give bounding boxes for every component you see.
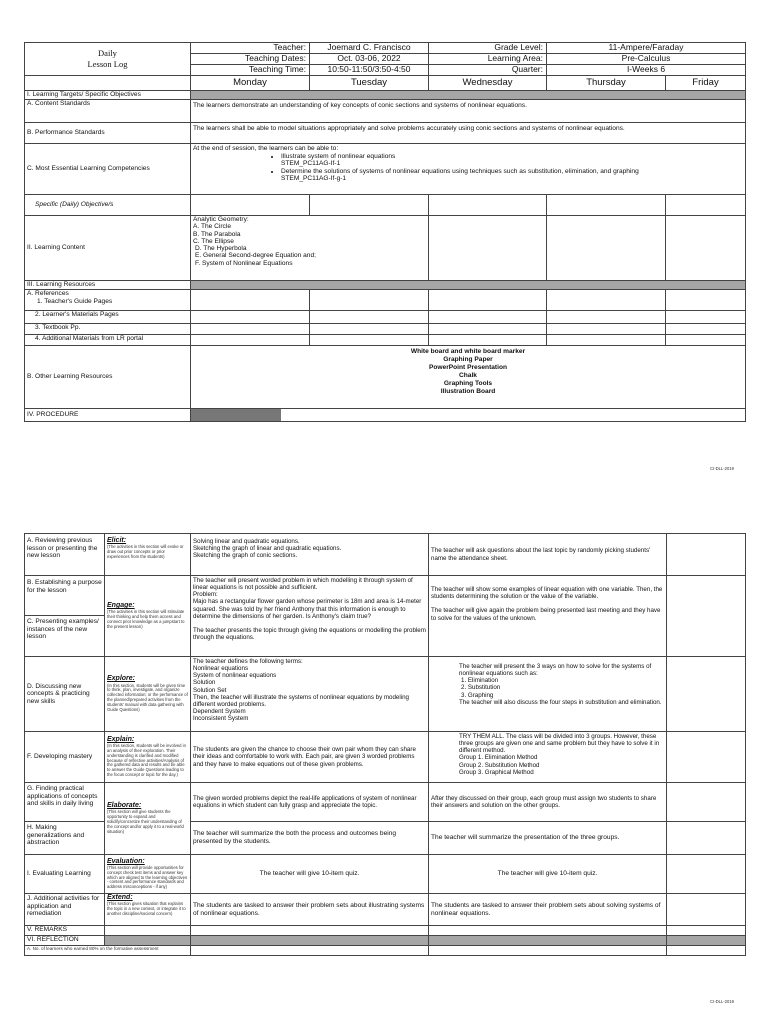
row-b-label: B. Establishing a purpose for the lesson xyxy=(25,576,105,616)
remarks-1 xyxy=(105,926,191,936)
row-h-extra xyxy=(667,822,746,855)
method-item: 1. Elimination xyxy=(461,677,499,685)
remarks-label: V. REMARKS xyxy=(25,926,105,936)
learning-content-label: II. Learning Content xyxy=(25,216,191,281)
ref-tue xyxy=(310,290,429,311)
row-d-right xyxy=(429,657,667,732)
content-line: A. The Circle xyxy=(193,223,231,231)
am-mon xyxy=(191,335,310,346)
area-value: Pre-Calculus xyxy=(547,54,746,65)
row-a-left: Solving linear and quadratic equations. Sketching the graph of linear and quadratic equations. Sketching the graph of conic sections. xyxy=(191,534,429,576)
competencies-intro: At the end of session, the learners can be able to: xyxy=(193,145,339,152)
teacher-label: Teacher: xyxy=(191,43,310,54)
row-f-left: The students are given the chance to choose their own pair whom they can share their ideas and comfortable to work with. Each pair, are given 3 worded problems and they have to make equations out of these given problems. xyxy=(191,732,429,783)
am-tue xyxy=(310,335,429,346)
reflection-a-3 xyxy=(667,946,746,956)
elicit-cell xyxy=(105,534,191,576)
tg-label: 1. Teacher's Guide Pages xyxy=(37,297,113,305)
specific-fri xyxy=(666,195,746,216)
content-line: C. The Ellipse xyxy=(193,237,234,245)
am-thu xyxy=(547,335,666,346)
resource-item: Chalk xyxy=(459,371,477,379)
footer-code-top: CI-DLL-2019 xyxy=(710,466,734,471)
references-label: A. References xyxy=(27,290,69,297)
row-g-right: After they discussed on their group, each group must assign two students to share their answers and solution on the other groups. xyxy=(429,783,667,822)
objectives-heading-bar xyxy=(191,91,746,100)
lm-thu xyxy=(547,311,666,324)
content-line: D. The Hyperbola xyxy=(195,245,247,252)
tb-fri xyxy=(666,324,746,335)
dates-label: Teaching Dates: xyxy=(191,54,310,65)
content-fri xyxy=(666,216,746,281)
competency-item xyxy=(281,168,743,183)
method-item: 2. Substitution xyxy=(461,684,501,692)
reflection-bar-1 xyxy=(105,936,191,946)
resource-item: Graphing Tools xyxy=(443,379,493,387)
specific-mon xyxy=(191,195,310,216)
row-h-left: The teacher will summarize the both the process and outcomes being presented by the students. xyxy=(191,822,429,855)
content-standards-label: A. Content Standards xyxy=(25,100,191,123)
specific-objectives-label: Specific (Daily) Objective/s xyxy=(25,195,191,216)
reflection-a-label: A. No. of learners who earned 80% on the formative assessment xyxy=(25,946,191,956)
lm-fri xyxy=(666,311,746,324)
competency-2-code: STEM_PC11AG-If-g-1 xyxy=(281,175,347,183)
resources-heading-bar xyxy=(191,281,746,290)
evaluation-cell xyxy=(105,855,191,894)
explain-cell xyxy=(105,732,191,783)
elaborate-desc: (This section will give students the opportunity to expand and solidify/concretize their understanding of the concept and/or apply it to a real-world situation) xyxy=(107,809,184,834)
row-h-right: The teacher will summarize the presentation of the three groups. xyxy=(429,822,667,855)
time-label: Teaching Time: xyxy=(191,65,310,76)
grade-label: Grade Level: xyxy=(429,43,547,54)
extend-cell xyxy=(105,894,191,926)
row-d-extra xyxy=(667,657,746,732)
ref-mon xyxy=(191,290,310,311)
remarks-3 xyxy=(429,926,667,936)
explore-cell xyxy=(105,657,191,732)
content-wed xyxy=(429,216,547,281)
ref-fri xyxy=(666,290,746,311)
row-bc-extra xyxy=(667,576,746,657)
day-tuesday: Tuesday xyxy=(310,76,429,91)
resource-item: Graphing Paper xyxy=(443,355,493,363)
competency-1: Illustrate system of nonlinear equations xyxy=(281,152,396,160)
learning-content-text xyxy=(191,216,429,281)
dll-title-line1: Daily xyxy=(98,48,117,59)
row-d-right-outro: The teacher will also discuss the four steps in substitution and elimination. xyxy=(459,698,662,706)
quarter-value: I-Weeks 6 xyxy=(547,65,746,76)
row-i-extra xyxy=(667,855,746,894)
row-a-label: A. Reviewing previous lesson or presenting the new lesson xyxy=(25,534,105,576)
row-f-right: TRY THEM ALL. The class will be divided into 3 groups. However, these three groups are given one and same problem but they have to solve it in different method. Group 1. Elimination Method Group 2. Substitution Method Group 3. Graphical Method xyxy=(429,732,667,783)
day-wednesday: Wednesday xyxy=(429,76,547,91)
elicit-desc: (The activities in this section will evoke or draw out prior concepts or prior experiences from the students) xyxy=(107,544,184,559)
row-d-left: The teacher defines the following terms: Nonlinear equations System of nonlinear equations Solution Solution Set Then, the teacher will illustrate the systems of nonlinear equations by modeling different worded problems. Dependent System Inconsistent System xyxy=(191,657,429,732)
explore-title: Explore: xyxy=(107,675,136,683)
am-fri xyxy=(666,335,746,346)
dates-value: Oct. 03-06, 2022 xyxy=(310,54,429,65)
content-line: B. The Parabola xyxy=(193,230,241,238)
elaborate-title: Elaborate: xyxy=(107,802,142,810)
method-item: 3. Graphing xyxy=(461,691,494,699)
competency-item xyxy=(281,153,743,168)
row-j-extra xyxy=(667,894,746,926)
competencies-label: C. Most Essential Learning Competencies xyxy=(25,144,191,195)
row-j-label: J. Additional activities for application and remediation xyxy=(25,894,105,926)
time-value: 10:50-11:50/3:50-4:50 xyxy=(310,65,429,76)
day-blank xyxy=(25,76,191,91)
procedure-heading: IV. PROCEDURE xyxy=(25,409,191,422)
explore-desc: (In this section, students will be given time to think, plan, investigate, and organize collected information; or the performance of the planned/prepared activities from the students' manual with data gathering with Guide Questions) xyxy=(107,682,188,712)
evaluation-desc: (This section will provide opportunities for concept check test items and answer key which are aligned to the learning objectives - content and performance standards and address misconceptions - if any) xyxy=(107,864,188,890)
row-j-left: The students are tasked to answer their problem sets about illustrating systems of nonlinear equations. xyxy=(191,894,429,926)
row-i-left: The teacher will give 10-item quiz. xyxy=(191,855,429,894)
row-g-label: G. Finding practical applications of concepts and skills in daily living xyxy=(25,783,105,822)
row-g-extra xyxy=(667,783,746,822)
content-line: F. System of Nonlinear Equations xyxy=(195,259,293,267)
lm-tue xyxy=(310,311,429,324)
content-standards-text: The learners demonstrate an understanding of key concepts of conic sections and systems of nonlinear equations. xyxy=(191,100,746,123)
row-d-right-intro: The teacher will present the 3 ways on how to solve for the systems of nonlinear equations such as: xyxy=(459,663,652,678)
specific-wed xyxy=(429,195,547,216)
row-a-extra xyxy=(667,534,746,576)
performance-standards-label: B. Performance Standards xyxy=(25,123,191,144)
resource-item: White board and white board marker xyxy=(410,348,526,355)
explain-desc: (In this section, students will be involved in an analysis of their exploration. Their understanding is clarified and modified because of reflective activities/Analysis of the gathered data and results and be able to answer the Guide Questions leading to the focus concept or topic for the day.) xyxy=(107,743,186,778)
teacher-value: Joemard C. Francisco xyxy=(310,43,429,54)
elaborate-cell xyxy=(105,783,191,855)
reflection-bar-2 xyxy=(191,936,429,946)
lm-mon xyxy=(191,311,310,324)
extend-desc: (This section gives situation that explains the topic in a new context, or integrate it to another discipline/societal concern) xyxy=(107,901,186,916)
day-thursday: Thursday xyxy=(547,76,666,91)
lm-wed xyxy=(429,311,547,324)
resources-heading: III. Learning Resources xyxy=(25,281,191,290)
reflection-bar-4 xyxy=(667,936,746,946)
resource-item: PowerPoint Presentation xyxy=(428,363,508,371)
tb-wed xyxy=(429,324,547,335)
competency-1-code: STEM_PC11AG-If-1 xyxy=(281,160,341,168)
content-line: Analytic Geometry: xyxy=(193,216,249,223)
area-label: Learning Area: xyxy=(429,54,547,65)
textbook-label: 3. Textbook Pp. xyxy=(25,324,191,335)
reflection-a-2 xyxy=(429,946,667,956)
remarks-4 xyxy=(667,926,746,936)
specific-tue xyxy=(310,195,429,216)
quarter-label: Quarter: xyxy=(429,65,547,76)
tb-mon xyxy=(191,324,310,335)
tb-thu xyxy=(547,324,666,335)
elicit-title: Elicit: xyxy=(107,537,127,544)
reflection-a-1 xyxy=(191,946,429,956)
performance-standards-text: The learners shall be able to model situations appropriately and solve problems accurately using conic sections and systems of nonlinear equations. xyxy=(191,123,746,144)
row-bc-right: The teacher will show some examples of linear equation with one variable. Then, the students determining the solution or the value of the variable. The teacher will give again the problem being presented last meeting and they have to solve for the values of the unknown. xyxy=(429,576,667,657)
reflection-label: VI. REFLECTION xyxy=(25,936,105,946)
engage-desc: (The activities in this section will stimulate their thinking and help them access and connect prior knowledge as a jumpstart to the present lesson) xyxy=(107,609,185,629)
competency-2: Determine the solutions of systems of nonlinear equations using techniques such as substitution, elimination, and graphing xyxy=(281,167,639,175)
competencies-cell xyxy=(191,144,746,195)
row-c-label: C. Presenting examples/ instances of the new lesson xyxy=(25,616,105,657)
evaluation-title: Evaluation: xyxy=(107,857,145,865)
additional-materials-label: 4. Additional Materials from LR portal xyxy=(25,335,191,346)
lm-label: 2. Learner's Materials Pages xyxy=(25,311,191,324)
explain-title: Explain: xyxy=(107,736,135,744)
other-resources-label: B. Other Learning Resources xyxy=(25,346,191,409)
resource-item: Illustration Board xyxy=(440,387,496,395)
references-cell xyxy=(25,290,191,311)
day-friday: Friday xyxy=(666,76,746,91)
grade-value: 11-Ampere/Faraday xyxy=(547,43,746,54)
day-monday: Monday xyxy=(191,76,310,91)
footer-code-bottom: CI-DLL-2019 xyxy=(710,999,734,1004)
content-thu xyxy=(547,216,666,281)
ref-thu xyxy=(547,290,666,311)
engage-title: Engage: xyxy=(107,602,135,610)
dll-title-line2: Lesson Log xyxy=(87,59,128,69)
ref-wed xyxy=(429,290,547,311)
objectives-heading: I. Learning Targets/ Specific Objectives xyxy=(25,91,191,100)
row-d-label: D. Discussing new concepts & practicing new skills xyxy=(25,657,105,732)
content-line: E. General Second-degree Equation and; xyxy=(195,252,316,260)
row-i-right: The teacher will give 10-item quiz. xyxy=(429,855,667,894)
row-h-label: H. Making generalizations and abstraction xyxy=(25,822,105,855)
row-g-left: The given worded problems depict the real-life applications of system of nonlinear equations in which student can fully grasp and appreciate the topic. xyxy=(191,783,429,822)
procedure-table xyxy=(24,533,746,956)
engage-cell xyxy=(105,576,191,657)
extend-title: Extend: xyxy=(107,894,133,901)
row-f-extra xyxy=(667,732,746,783)
specific-thu xyxy=(547,195,666,216)
row-j-right: The students are tasked to answer their problem sets about solving systems of nonlinear equations. xyxy=(429,894,667,926)
reflection-bar-3 xyxy=(429,936,667,946)
row-f-label: F. Developing mastery xyxy=(25,732,105,783)
row-a-right: The teacher will ask questions about the last topic by randomly picking students' name the attendance sheet. xyxy=(429,534,667,576)
procedure-heading-bar xyxy=(191,409,746,422)
row-i-label: I. Evaluating Learning xyxy=(25,855,105,894)
tb-tue xyxy=(310,324,429,335)
other-resources-list xyxy=(191,346,746,409)
dll-header-table xyxy=(24,42,746,422)
row-bc-left: The teacher will present worded problem in which modelling it through system of linear equations is not possible and sufficient. Problem: Majo has a rectangular flower garden whose perimeter is 18m and area is 14-meter squared. She was told by her friend Anthony that this information is enough to determine the dimensions of her garden. Is Anthony's claim true? The teacher presents the topic through giving the equations or modelling the problem through the equations. xyxy=(191,576,429,657)
competencies-list xyxy=(193,153,743,183)
remarks-2 xyxy=(191,926,429,936)
am-wed xyxy=(429,335,547,346)
dll-title xyxy=(25,43,191,76)
